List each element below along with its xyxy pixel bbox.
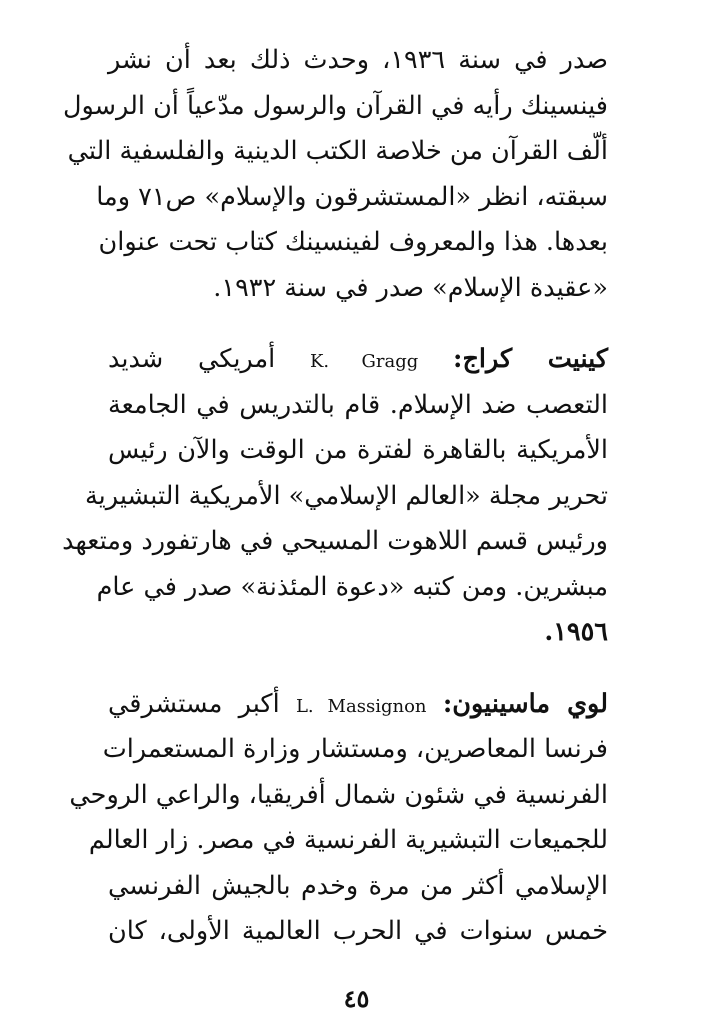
text-line: فرنسا المعاصرين، ومستشار وزارة المستعمرات xyxy=(102,734,608,764)
page-number: ٤٥ xyxy=(343,984,370,1013)
text-line: ألّف القرآن من خلاصة الكتب الدينية والفلسفية التي xyxy=(67,136,608,166)
entry-first-line-text: أمريكي شديد xyxy=(108,344,276,374)
text-line: سبقته، انظر «المستشرقون والإسلام» ص٧١ وما xyxy=(96,181,608,212)
entry-name: كينيت كراج: xyxy=(453,344,608,374)
paragraph-massignon xyxy=(69,682,608,955)
text-line: خمس سنوات في الحرب العالمية الأولى، كان xyxy=(108,916,608,946)
text-line: ورئيس قسم اللاهوت المسيحي في هارتفورد ومتعهد xyxy=(62,526,608,556)
paragraph-wensinck xyxy=(62,38,608,311)
text-line: ١٩٥٦. xyxy=(544,617,608,647)
text-line: بعدها. هذا والمعروف لفينسينك كتاب تحت عنوان xyxy=(98,227,608,257)
entry-heading-line xyxy=(108,682,608,728)
entry-latin-name: K. Gragg xyxy=(309,351,419,372)
text-line: الإسلامي أكثر من مرة وخدم بالجيش الفرنسي xyxy=(108,870,608,901)
paragraph-gap xyxy=(108,311,608,337)
paragraph-gragg xyxy=(62,337,608,656)
text-line: التعصب ضد الإسلام. قام بالتدريس في الجامعة xyxy=(108,389,608,420)
entry-latin-name: L. Massignon xyxy=(295,695,427,717)
text-line: تحرير مجلة «العالم الإسلامي» الأمريكية التبشيرية xyxy=(85,480,608,511)
entry-name: لوي ماسينيون: xyxy=(442,688,608,719)
text-line: صدر في سنة ١٩٣٦، وحدث ذلك بعد أن نشر xyxy=(108,45,608,75)
paragraph-gap xyxy=(108,656,608,682)
text-line: فينسينك رأيه في القرآن والرسول مدّعياً أن الرسول xyxy=(62,90,608,121)
entry-first-line-text: أكبر مستشرقي xyxy=(108,688,280,719)
page-body xyxy=(62,38,608,955)
text-line: «عقيدة الإسلام» صدر في سنة ١٩٣٢. xyxy=(213,272,608,303)
text-line: الفرنسية في شئون شمال أفريقيا، والراعي الروحي xyxy=(69,779,608,810)
text-line: الأمريكية بالقاهرة لفترة من الوقت والآن رئيس xyxy=(108,435,608,465)
text-line: للجميعات التبشيرية الفرنسية في مصر. زار العالم xyxy=(88,825,608,855)
entry-heading-line xyxy=(108,337,608,383)
text-line: مبشرين. ومن كتبه «دعوة المئذنة» صدر في عام xyxy=(96,571,608,602)
